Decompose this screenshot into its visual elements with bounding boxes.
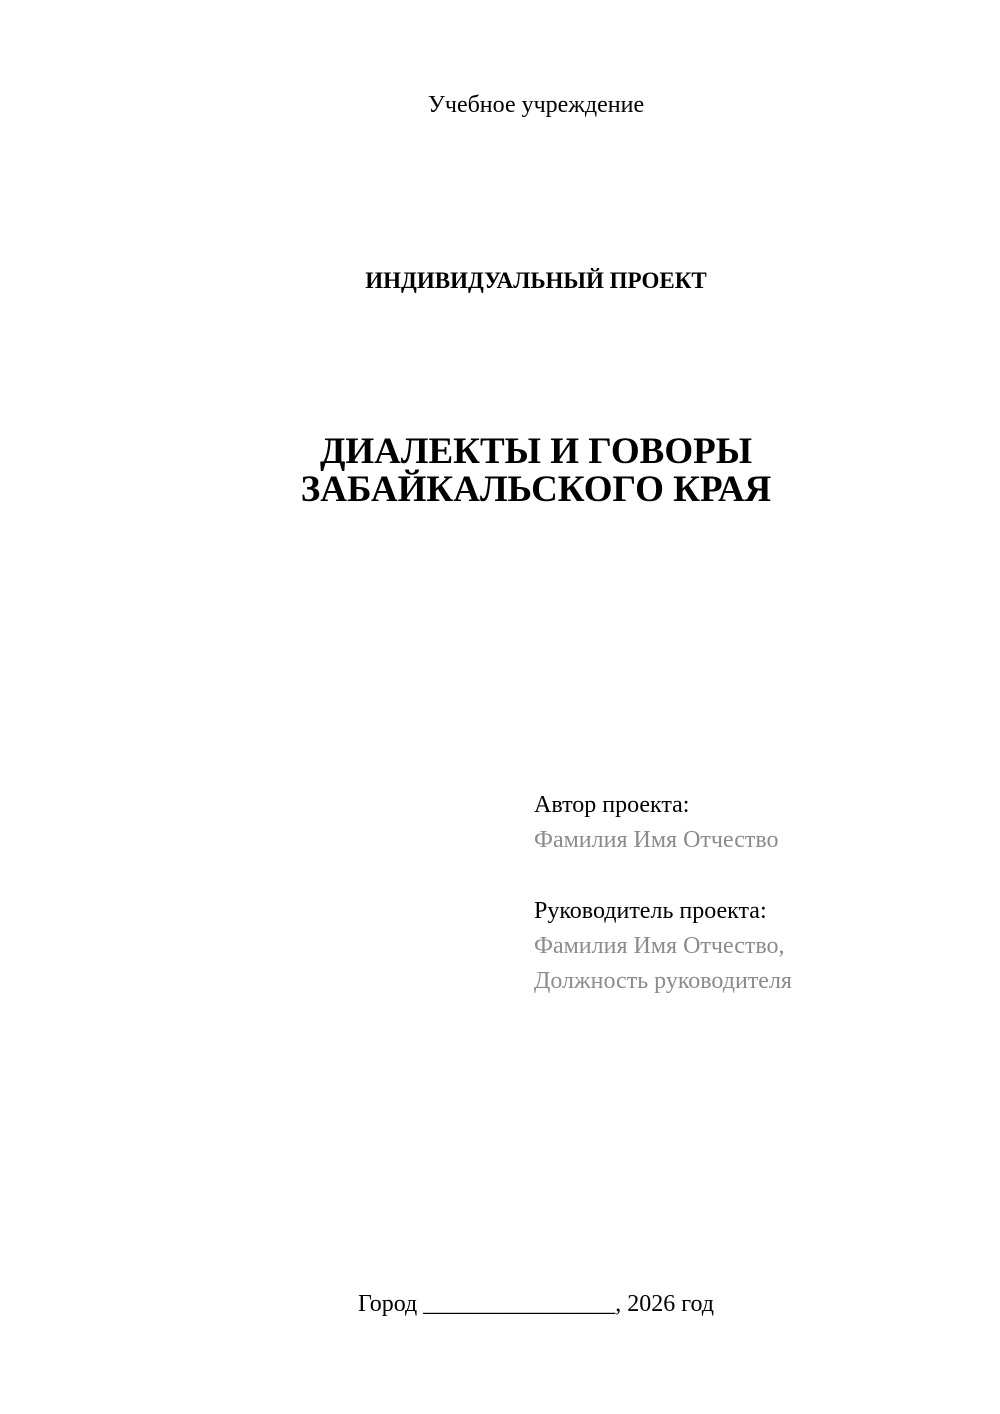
- project-type-heading: ИНДИВИДУАЛЬНЫЙ ПРОЕКТ: [365, 268, 707, 293]
- supervisor-name-placeholder: Фамилия Имя Отчество,: [534, 933, 785, 959]
- supervisor-position-placeholder: Должность руководителя: [534, 968, 792, 994]
- credits-spacer: [534, 858, 974, 894]
- city-year-line: Город ________________, 2026 год: [357, 1291, 715, 1317]
- project-title-line-1: ДИАЛЕКТЫ И ГОВОРЫ: [319, 431, 753, 472]
- project-title: [0, 433, 1000, 509]
- author-name-placeholder: Фамилия Имя Отчество: [534, 827, 779, 853]
- project-title-line-2: ЗАБАЙКАЛЬСКОГО КРАЯ: [300, 469, 772, 510]
- supervisor-label: Руководитель проекта:: [534, 898, 767, 924]
- project-credits: [534, 788, 974, 999]
- institution-name: Учебное учреждение: [427, 92, 645, 118]
- author-label: Автор проекта:: [534, 792, 690, 818]
